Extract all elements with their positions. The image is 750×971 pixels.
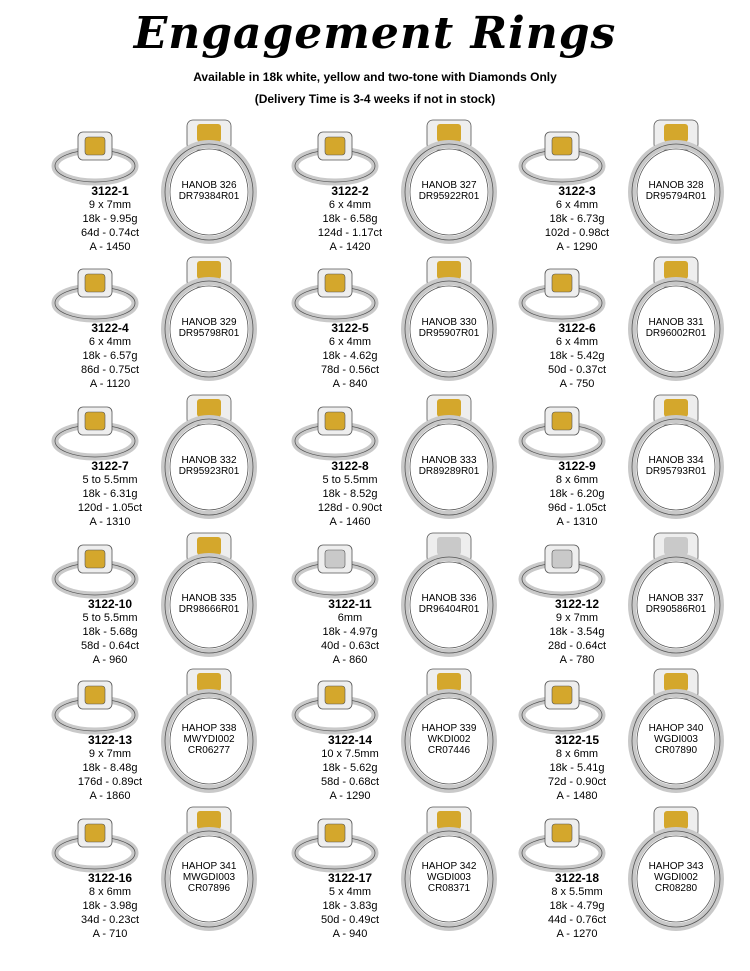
ring-price: A - 1310 [556, 516, 598, 528]
ring-diamonds: 176d - 0.89ct [77, 776, 143, 788]
ring-tag-line: HANOB 333 [421, 455, 477, 466]
ring-item [512, 805, 750, 945]
ring-weight: 18k - 4.62g [322, 350, 378, 362]
ring-size: 6 x 4mm [555, 336, 599, 348]
ring-code: 3122-16 [87, 871, 133, 885]
ring-item [45, 531, 285, 671]
ring-code: 3122-8 [331, 459, 369, 473]
ring-size: 8 x 5.5mm [551, 886, 603, 898]
ring-diamonds: 58d - 0.68ct [320, 776, 380, 788]
ring-tag [397, 180, 501, 202]
ring-tag-line: HANOB 327 [421, 180, 477, 191]
ring-item [285, 667, 525, 807]
ring-item [45, 393, 285, 533]
ring-specs [300, 321, 400, 391]
ring-tag [624, 180, 728, 202]
ring-tag-line: DR79384R01 [178, 191, 240, 202]
ring-tag [624, 455, 728, 477]
ring-weight: 18k - 6.31g [82, 488, 138, 500]
ring-weight: 18k - 3.83g [322, 900, 378, 912]
ring-item [512, 531, 750, 671]
ring-tag-line: HANOB 334 [648, 455, 704, 466]
ring-tag-line: HAHOP 343 [648, 861, 704, 872]
ring-photo-angled [517, 263, 607, 325]
ring-specs [60, 733, 160, 803]
ring-code: 3122-1 [91, 184, 129, 198]
ring-weight: 18k - 9.95g [82, 213, 138, 225]
ring-item [512, 118, 750, 258]
ring-code: 3122-13 [87, 733, 133, 747]
ring-diamonds: 50d - 0.37ct [547, 364, 607, 376]
ring-diamonds: 96d - 1.05ct [547, 502, 607, 514]
ring-tag-line: DR95922R01 [418, 191, 480, 202]
ring-specs [300, 733, 400, 803]
ring-photo-angled [290, 126, 380, 188]
ring-code: 3122-15 [554, 733, 600, 747]
ring-price: A - 1270 [556, 928, 598, 940]
ring-code: 3122-3 [558, 184, 596, 198]
ring-tag-line: DR95793R01 [645, 466, 707, 477]
ring-photo-angled [290, 539, 380, 601]
ring-diamonds: 50d - 0.49ct [320, 914, 380, 926]
ring-tag-line: HANOB 326 [181, 180, 237, 191]
ring-tag [157, 180, 261, 202]
ring-code: 3122-6 [558, 321, 596, 335]
ring-code: 3122-18 [554, 871, 600, 885]
ring-size: 8 x 6mm [555, 748, 599, 760]
ring-item [512, 255, 750, 395]
ring-photo-angled [517, 126, 607, 188]
ring-diamonds: 72d - 0.90ct [547, 776, 607, 788]
ring-photo-angled [290, 401, 380, 463]
ring-code: 3122-5 [331, 321, 369, 335]
ring-photo-angled [50, 813, 140, 875]
ring-specs [60, 184, 160, 254]
ring-size: 8 x 6mm [555, 474, 599, 486]
ring-tag [624, 593, 728, 615]
ring-photo-angled [290, 813, 380, 875]
ring-weight: 18k - 3.54g [549, 626, 605, 638]
ring-weight: 18k - 8.48g [82, 762, 138, 774]
availability-note: Available in 18k white, yellow and two-tone with Diamonds Only [193, 70, 557, 84]
ring-tag-line: DR98666R01 [178, 604, 240, 615]
ring-specs [60, 321, 160, 391]
ring-weight: 18k - 4.97g [322, 626, 378, 638]
ring-diamonds: 102d - 0.98ct [544, 227, 610, 239]
ring-tag-line: WGDI002 [654, 872, 698, 883]
ring-code: 3122-14 [327, 733, 373, 747]
ring-size: 9 x 7mm [88, 748, 132, 760]
ring-weight: 18k - 5.68g [82, 626, 138, 638]
ring-tag-line: HANOB 337 [648, 593, 704, 604]
ring-diamonds: 86d - 0.75ct [80, 364, 140, 376]
ring-tag-line: MWYDI002 [183, 734, 235, 745]
ring-tag-line: MWGDI003 [182, 872, 236, 883]
ring-tag-line: CR07896 [187, 883, 231, 894]
ring-weight: 18k - 6.73g [549, 213, 605, 225]
ring-photo-angled [290, 263, 380, 325]
ring-diamonds: 58d - 0.64ct [80, 640, 140, 652]
ring-code: 3122-10 [87, 597, 133, 611]
ring-photo-angled [517, 539, 607, 601]
ring-code: 3122-17 [327, 871, 373, 885]
ring-item [285, 118, 525, 258]
ring-specs [60, 459, 160, 529]
ring-size: 5 to 5.5mm [82, 612, 138, 624]
ring-tag [157, 593, 261, 615]
ring-weight: 18k - 8.52g [322, 488, 378, 500]
ring-size: 8 x 6mm [88, 886, 132, 898]
ring-specs [300, 184, 400, 254]
ring-tag-line: HANOB 332 [181, 455, 237, 466]
ring-tag-line: CR07890 [654, 745, 698, 756]
ring-weight: 18k - 5.62g [322, 762, 378, 774]
ring-tag [624, 861, 728, 894]
ring-code: 3122-7 [91, 459, 129, 473]
ring-size: 6 x 4mm [328, 199, 372, 211]
ring-tag-line: WKDI002 [427, 734, 471, 745]
ring-price: A - 860 [332, 654, 368, 666]
ring-weight: 18k - 6.58g [322, 213, 378, 225]
ring-item [285, 531, 525, 671]
ring-photo-angled [50, 675, 140, 737]
ring-size: 5 to 5.5mm [322, 474, 378, 486]
ring-size: 6mm [337, 612, 363, 624]
ring-tag-line: DR96404R01 [418, 604, 480, 615]
ring-tag-line: HANOB 335 [181, 593, 237, 604]
ring-specs [527, 597, 627, 667]
ring-diamonds: 78d - 0.56ct [320, 364, 380, 376]
ring-tag [624, 723, 728, 756]
ring-specs [60, 597, 160, 667]
ring-weight: 18k - 5.41g [549, 762, 605, 774]
ring-tag-line: CR06277 [187, 745, 231, 756]
ring-item [45, 667, 285, 807]
ring-specs [527, 459, 627, 529]
ring-tag [397, 317, 501, 339]
ring-specs [300, 459, 400, 529]
ring-weight: 18k - 6.20g [549, 488, 605, 500]
ring-tag [157, 861, 261, 894]
ring-diamonds: 34d - 0.23ct [80, 914, 140, 926]
ring-specs [527, 871, 627, 941]
ring-price: A - 1480 [556, 790, 598, 802]
ring-tag-line: CR08371 [427, 883, 471, 894]
ring-tag-line: HAHOP 341 [181, 861, 237, 872]
ring-code: 3122-11 [328, 597, 372, 611]
ring-tag-line: HANOB 328 [648, 180, 704, 191]
ring-specs [527, 733, 627, 803]
ring-specs [300, 597, 400, 667]
ring-tag-line: HAHOP 339 [421, 723, 477, 734]
ring-size: 6 x 4mm [555, 199, 599, 211]
ring-code: 3122-2 [331, 184, 369, 198]
ring-item [285, 255, 525, 395]
ring-diamonds: 64d - 0.74ct [80, 227, 140, 239]
ring-diamonds: 128d - 0.90ct [317, 502, 383, 514]
ring-photo-angled [50, 539, 140, 601]
ring-size: 6 x 4mm [328, 336, 372, 348]
ring-item [512, 667, 750, 807]
ring-size: 10 x 7.5mm [321, 748, 379, 760]
ring-size: 5 x 4mm [328, 886, 372, 898]
ring-photo-angled [290, 675, 380, 737]
ring-code: 3122-9 [558, 459, 596, 473]
ring-size: 9 x 7mm [555, 612, 599, 624]
ring-tag-line: DR95798R01 [178, 328, 240, 339]
ring-diamonds: 124d - 1.17ct [317, 227, 383, 239]
ring-price: A - 1860 [89, 790, 131, 802]
delivery-note: (Delivery Time is 3-4 weeks if not in stock) [254, 92, 496, 106]
ring-tag [397, 723, 501, 756]
ring-price: A - 940 [332, 928, 368, 940]
ring-tag [157, 723, 261, 756]
ring-photo-angled [50, 263, 140, 325]
ring-code: 3122-4 [91, 321, 129, 335]
ring-tag-line: DR90586R01 [645, 604, 707, 615]
ring-price: A - 780 [559, 654, 595, 666]
ring-price: A - 710 [92, 928, 128, 940]
ring-tag-line: CR07446 [427, 745, 471, 756]
ring-item [45, 255, 285, 395]
ring-price: A - 1420 [329, 241, 371, 253]
ring-tag-line: HANOB 331 [648, 317, 704, 328]
ring-weight: 18k - 3.98g [82, 900, 138, 912]
ring-weight: 18k - 5.42g [549, 350, 605, 362]
ring-item [45, 118, 285, 258]
ring-tag-line: HANOB 329 [181, 317, 237, 328]
ring-tag-line: HAHOP 338 [181, 723, 237, 734]
ring-code: 3122-12 [554, 597, 600, 611]
ring-tag-line: DR95923R01 [178, 466, 240, 477]
ring-tag-line: HAHOP 342 [421, 861, 477, 872]
ring-tag-line: DR89289R01 [418, 466, 480, 477]
ring-tag [397, 455, 501, 477]
ring-size: 9 x 7mm [88, 199, 132, 211]
ring-size: 6 x 4mm [88, 336, 132, 348]
ring-tag-line: CR08280 [654, 883, 698, 894]
ring-tag-line: DR95794R01 [645, 191, 707, 202]
ring-price: A - 960 [92, 654, 128, 666]
ring-price: A - 1310 [89, 516, 131, 528]
ring-tag-line: HAHOP 340 [648, 723, 704, 734]
ring-price: A - 1290 [329, 790, 371, 802]
ring-item [285, 393, 525, 533]
ring-specs [527, 321, 627, 391]
ring-tag [624, 317, 728, 339]
ring-price: A - 840 [332, 378, 368, 390]
ring-tag [157, 455, 261, 477]
ring-item [512, 393, 750, 533]
ring-item [45, 805, 285, 945]
ring-diamonds: 44d - 0.76ct [547, 914, 607, 926]
ring-weight: 18k - 6.57g [82, 350, 138, 362]
ring-tag-line: WGDI003 [427, 872, 471, 883]
ring-photo-angled [50, 401, 140, 463]
ring-diamonds: 120d - 1.05ct [77, 502, 143, 514]
ring-price: A - 1120 [89, 378, 131, 390]
ring-tag [397, 861, 501, 894]
ring-tag-line: DR96002R01 [645, 328, 707, 339]
ring-tag-line: WGDI003 [654, 734, 698, 745]
ring-photo-angled [517, 813, 607, 875]
ring-specs [300, 871, 400, 941]
ring-tag-line: DR95907R01 [418, 328, 480, 339]
ring-item [285, 805, 525, 945]
ring-diamonds: 40d - 0.63ct [320, 640, 380, 652]
ring-tag [397, 593, 501, 615]
ring-specs [60, 871, 160, 941]
ring-price: A - 1450 [89, 241, 131, 253]
ring-price: A - 750 [559, 378, 595, 390]
ring-tag-line: HANOB 330 [421, 317, 477, 328]
ring-photo-angled [517, 401, 607, 463]
ring-diamonds: 28d - 0.64ct [547, 640, 607, 652]
ring-photo-angled [517, 675, 607, 737]
ring-weight: 18k - 4.79g [549, 900, 605, 912]
ring-photo-angled [50, 126, 140, 188]
page-title: Engagement Rings [133, 8, 617, 59]
ring-price: A - 1460 [329, 516, 371, 528]
ring-specs [527, 184, 627, 254]
ring-size: 5 to 5.5mm [82, 474, 138, 486]
ring-tag [157, 317, 261, 339]
ring-price: A - 1290 [556, 241, 598, 253]
ring-tag-line: HANOB 336 [421, 593, 477, 604]
